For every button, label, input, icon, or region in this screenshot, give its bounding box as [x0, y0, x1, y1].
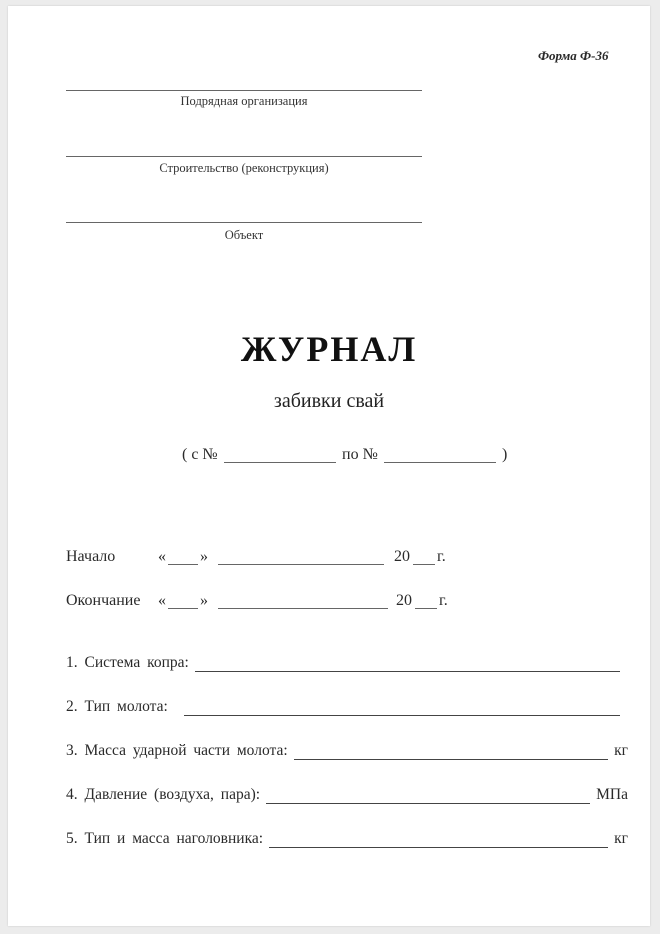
- page-title: ЖУРНАЛ: [240, 329, 418, 369]
- end-month-line[interactable]: [218, 608, 388, 609]
- object-line[interactable]: [66, 222, 422, 223]
- field-label: 4. Давление (воздуха, пара):: [66, 786, 261, 803]
- field-input-line[interactable]: [184, 701, 620, 716]
- page-subtitle: забивки свай: [273, 390, 385, 412]
- end-quote-close: »: [200, 592, 208, 609]
- field-hammer-type: [66, 698, 626, 716]
- range-open: ( с №: [182, 446, 218, 463]
- end-year-prefix: 20: [396, 592, 412, 609]
- field-input-line[interactable]: [269, 833, 608, 848]
- start-day-line[interactable]: [168, 564, 198, 565]
- start-quote-open: «: [158, 548, 166, 565]
- range-middle: по №: [342, 446, 378, 463]
- field-hammer-mass: [66, 742, 628, 760]
- range-to-line[interactable]: [384, 462, 496, 463]
- start-label: Начало: [66, 548, 116, 565]
- journal-cover-page: [8, 6, 650, 926]
- field-unit: кг: [614, 830, 628, 847]
- field-label: 1. Система копра:: [66, 654, 189, 671]
- field-input-line[interactable]: [266, 789, 590, 804]
- field-pressure: [66, 786, 628, 804]
- end-quote-open: «: [158, 592, 166, 609]
- end-day-line[interactable]: [168, 608, 198, 609]
- range-from-line[interactable]: [224, 462, 336, 463]
- field-input-line[interactable]: [294, 745, 608, 760]
- field-unit: кг: [614, 742, 628, 759]
- object-caption: Объект: [224, 228, 264, 242]
- start-month-line[interactable]: [218, 564, 384, 565]
- field-unit: МПа: [596, 786, 628, 803]
- start-year-prefix: 20: [394, 548, 410, 565]
- contractor-line[interactable]: [66, 90, 422, 91]
- end-year-suffix: г.: [439, 592, 448, 609]
- field-label: 3. Масса ударной части молота:: [66, 742, 288, 759]
- field-pile-driver-system: [66, 654, 626, 672]
- start-year-line[interactable]: [413, 564, 435, 565]
- field-cap-type-mass: [66, 830, 628, 848]
- start-quote-close: »: [200, 548, 208, 565]
- field-label: 5. Тип и масса наголовника:: [66, 830, 264, 847]
- construction-caption: Строительство (реконструкция): [159, 161, 329, 175]
- field-input-line[interactable]: [195, 657, 620, 672]
- end-label: Окончание: [66, 592, 141, 609]
- contractor-caption: Подрядная организация: [180, 94, 308, 108]
- form-code: Форма Ф-36: [538, 48, 609, 63]
- start-year-suffix: г.: [437, 548, 446, 565]
- range-close: ): [502, 446, 508, 463]
- end-year-line[interactable]: [415, 608, 437, 609]
- field-label: 2. Тип молота:: [66, 698, 168, 715]
- construction-line[interactable]: [66, 156, 422, 157]
